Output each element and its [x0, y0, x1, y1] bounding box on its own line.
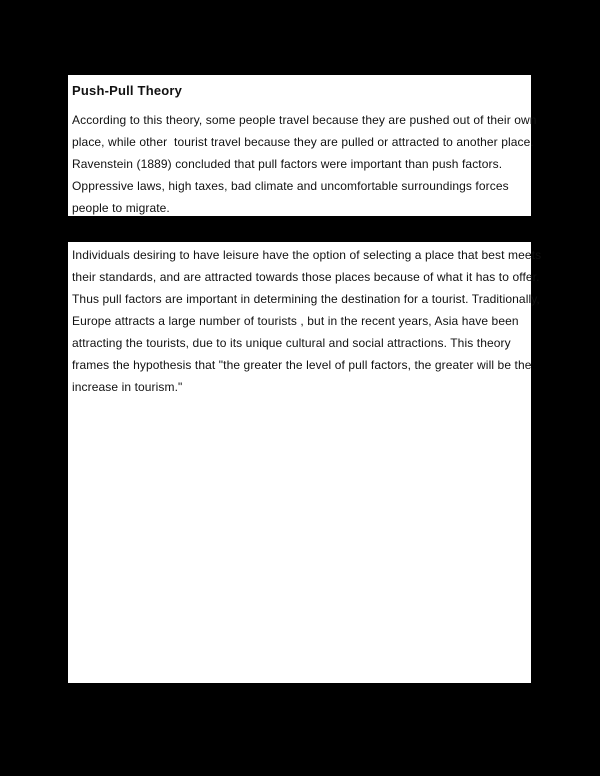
paragraph-line: Oppressive laws, high taxes, bad climate and uncomfortable surroundings forces [72, 179, 509, 193]
paragraph-line: Thus pull factors are important in determining the destination for a tourist. Traditionally, [72, 292, 540, 306]
paragraph [72, 109, 537, 219]
text-block-push-pull-theory [68, 75, 537, 216]
paragraph-line: According to this theory, some people travel because they are pushed out of their own [72, 113, 537, 127]
paragraph [72, 244, 542, 398]
block-title: Push-Pull Theory [72, 83, 183, 98]
paragraph-line: frames the hypothesis that "the greater the level of pull factors, the greater will be the [72, 358, 532, 372]
paragraph-line: Europe attracts a large number of tourists , but in the recent years, Asia have been [72, 314, 519, 328]
paragraph-line: attracting the tourists, due to its unique cultural and social attractions. This theory [72, 336, 511, 350]
text-block-pull-factors [68, 242, 542, 683]
paragraph-line: Ravenstein (1889) concluded that pull factors were important than push factors. [72, 157, 503, 171]
paragraph-line: increase in tourism." [72, 380, 183, 394]
paragraph-line: people to migrate. [72, 201, 170, 215]
paragraph-line: place, while other tourist travel because they are pulled or attracted to another place. [72, 135, 534, 149]
paragraph-line: their standards, and are attracted towards those places because of what it has to offer. [72, 270, 540, 284]
paragraph-line: Individuals desiring to have leisure have the option of selecting a place that best meets [72, 248, 542, 262]
